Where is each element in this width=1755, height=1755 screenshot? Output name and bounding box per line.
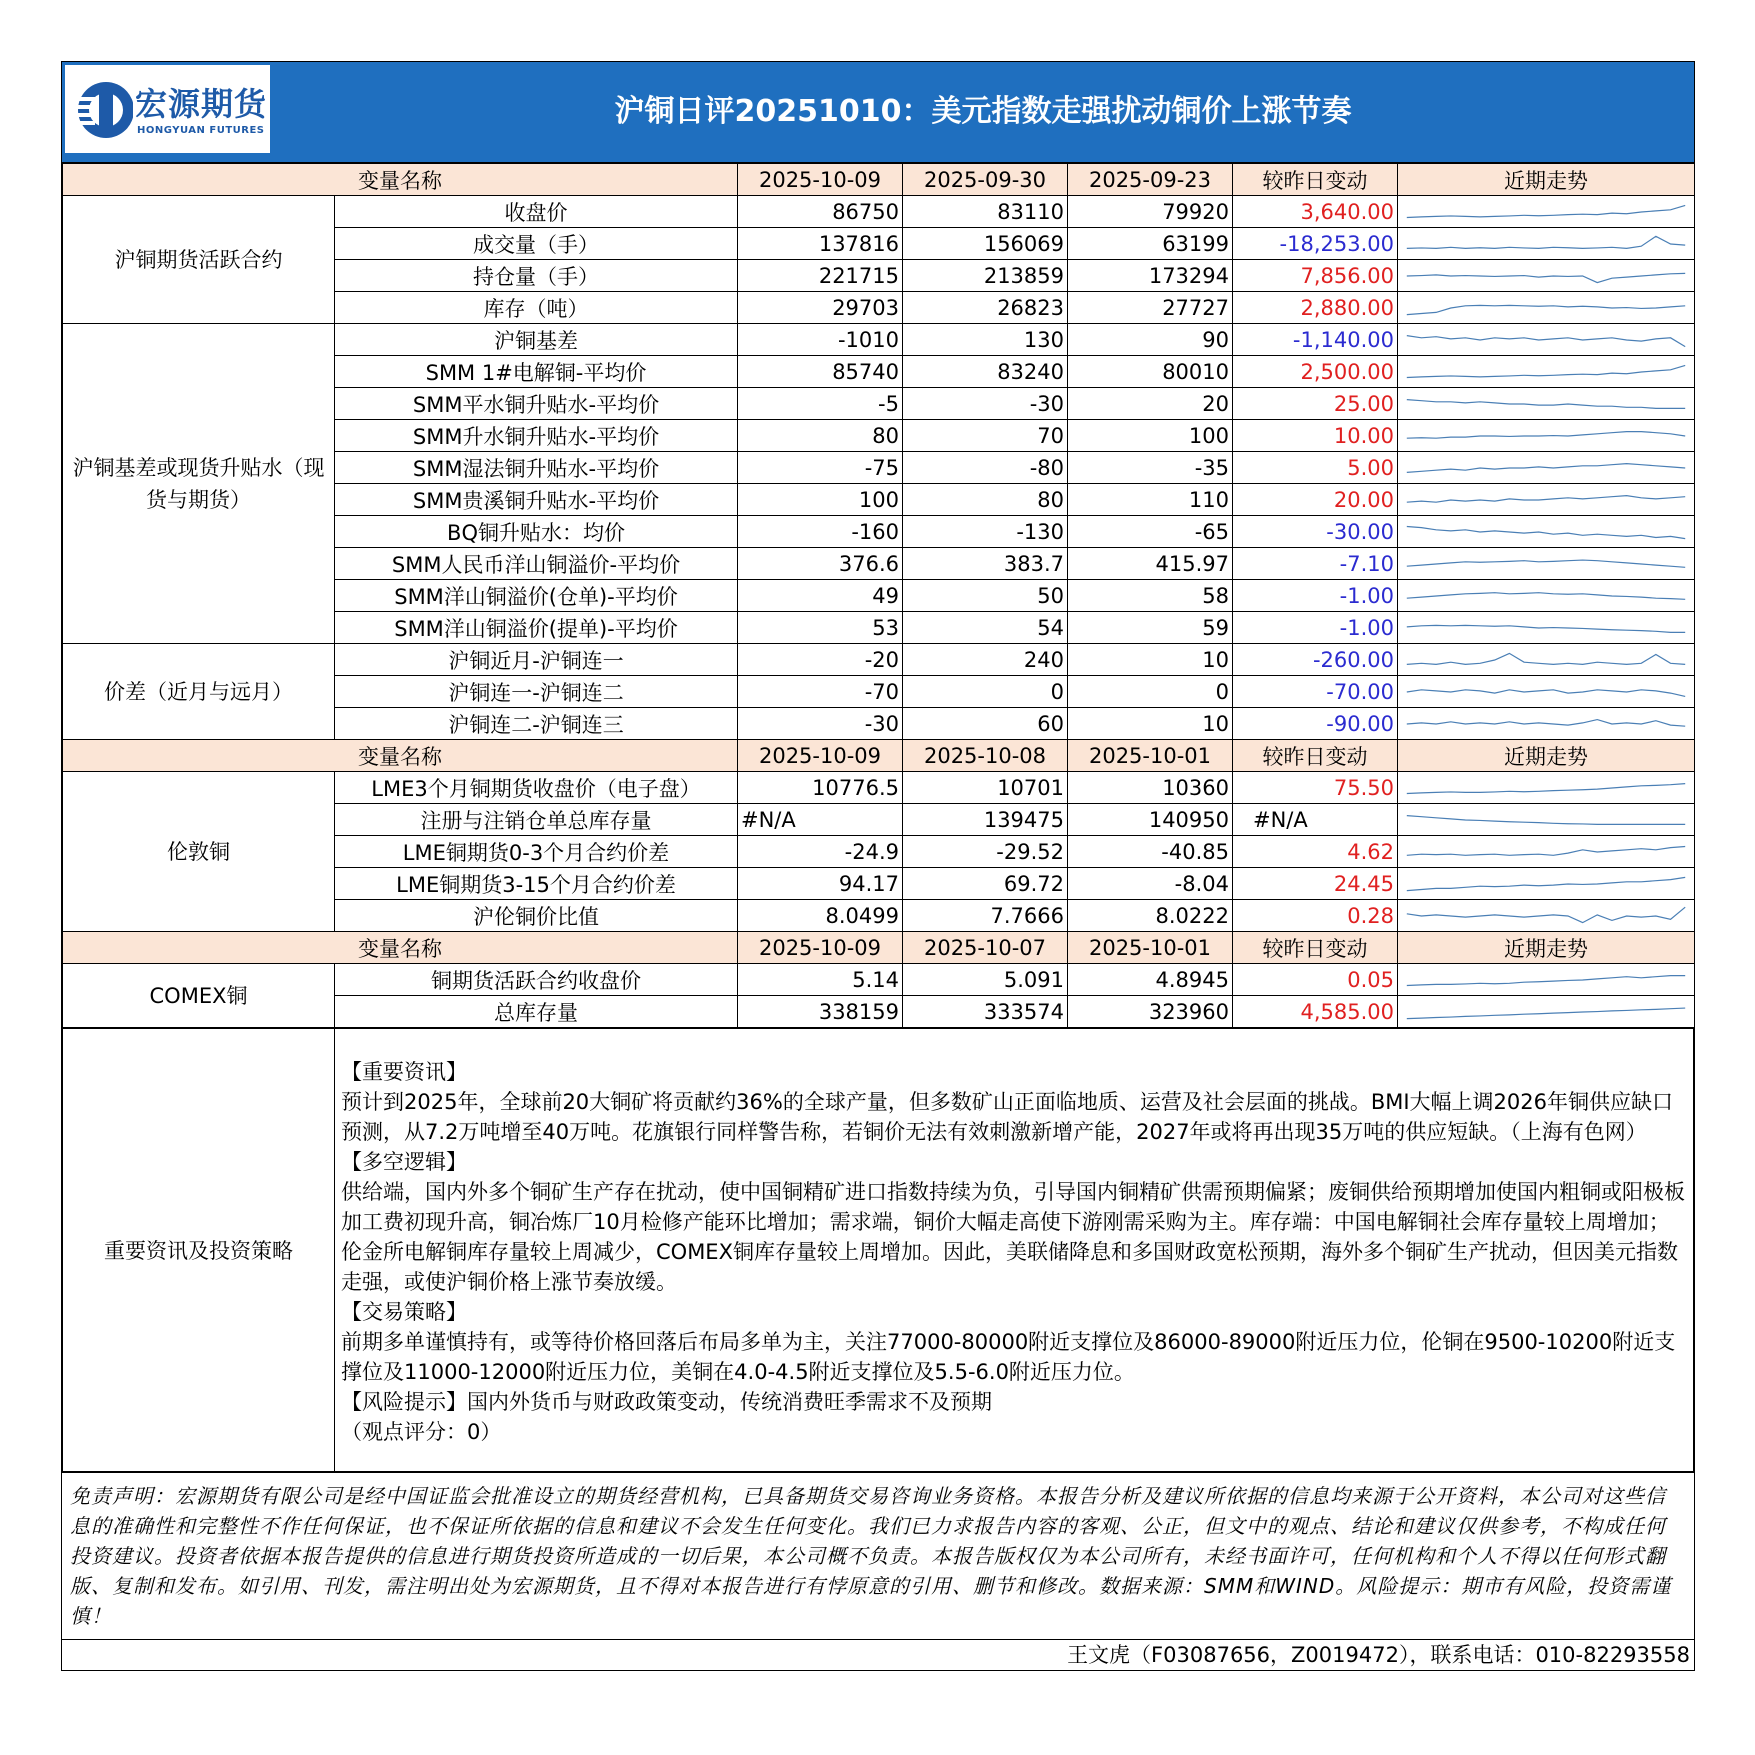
sparkline-chart [1401, 839, 1691, 865]
value-date1: 137816 [738, 228, 903, 260]
sparkline-line [1407, 463, 1685, 472]
table-row [63, 196, 1695, 228]
news-paragraph: 【多空逻辑】 [341, 1150, 467, 1174]
value-date1: 338159 [738, 996, 903, 1028]
value-date2: -29.52 [903, 836, 1068, 868]
report-container [61, 61, 1695, 1671]
report-title: 沪铜日评20251010：美元指数走强扰动铜价上涨节奏 [614, 94, 1352, 129]
value-date2: 80 [903, 484, 1068, 516]
trend-sparkline [1398, 292, 1695, 324]
table-row [63, 772, 1695, 804]
trend-sparkline [1398, 676, 1695, 708]
trend-sparkline [1398, 452, 1695, 484]
value-date1: -5 [738, 388, 903, 420]
value-date2: 333574 [903, 996, 1068, 1028]
variable-name: LME铜期货3-15个月合约价差 [335, 868, 738, 900]
variable-name: LME铜期货0-3个月合约价差 [335, 836, 738, 868]
header-d2: 2025-09-30 [903, 164, 1068, 196]
variable-name: SMM平水铜升贴水-平均价 [335, 388, 738, 420]
sparkline-line [1407, 653, 1685, 664]
sparkline-chart [1401, 871, 1691, 897]
trend-sparkline [1398, 484, 1695, 516]
news-paragraph: 预计到2025年，全球前20大铜矿将贡献约36%的全球产量，但多数矿山正面临地质、运营及社会层面的挑战。BMI大幅上调2026年铜供应缺口预测，从7.2万吨增至40万吨。花旗银行同样警告称，若铜价无法有效刺激新增产能，2027年或将再出现35万吨的供应短缺。（上海有色网） [341, 1090, 1673, 1144]
value-date3: -65 [1068, 516, 1233, 548]
sparkline-line [1407, 205, 1685, 217]
value-date2: 7.7666 [903, 900, 1068, 932]
value-date3: 140950 [1068, 804, 1233, 836]
value-date1: 49 [738, 580, 903, 612]
sparkline-chart [1401, 231, 1691, 257]
sparkline-chart [1401, 359, 1691, 385]
trend-sparkline [1398, 420, 1695, 452]
group-label: COMEX铜 [63, 964, 335, 1028]
report-header [62, 62, 1694, 163]
sparkline-chart [1401, 615, 1691, 641]
value-date2: 0 [903, 676, 1068, 708]
sparkline-chart [1401, 487, 1691, 513]
value-date1: 86750 [738, 196, 903, 228]
sparkline-chart [1401, 391, 1691, 417]
change-value: -30.00 [1233, 516, 1398, 548]
change-value: 0.05 [1233, 964, 1398, 996]
header-d3: 2025-10-01 [1068, 740, 1233, 772]
sparkline-chart [1401, 999, 1691, 1025]
header-label: 变量名称 [63, 932, 738, 964]
change-value: 7,856.00 [1233, 260, 1398, 292]
header-d2: 2025-10-07 [903, 932, 1068, 964]
value-date3: 58 [1068, 580, 1233, 612]
sparkline-chart [1401, 679, 1691, 705]
change-value: -1.00 [1233, 612, 1398, 644]
author-contact: 王文虎（F03087656，Z0019472），联系电话：010-82293558 [62, 1639, 1694, 1670]
variable-name: SMM湿法铜升贴水-平均价 [335, 452, 738, 484]
variable-name: 沪伦铜价比值 [335, 900, 738, 932]
news-content [335, 1029, 1694, 1472]
group-label: 沪铜期货活跃合约 [63, 196, 335, 324]
sparkline-chart [1401, 455, 1691, 481]
sparkline-line [1407, 877, 1685, 890]
change-value: -260.00 [1233, 644, 1398, 676]
value-date2: -80 [903, 452, 1068, 484]
value-date1: 8.0499 [738, 900, 903, 932]
value-date1: -70 [738, 676, 903, 708]
trend-sparkline [1398, 964, 1695, 996]
variable-name: SMM贵溪铜升贴水-平均价 [335, 484, 738, 516]
value-date3: 100 [1068, 420, 1233, 452]
sparkline-line [1407, 273, 1685, 282]
trend-sparkline [1398, 548, 1695, 580]
variable-name: 沪铜基差 [335, 324, 738, 356]
sparkline-line [1407, 236, 1685, 248]
variable-name: 沪铜连一-沪铜连二 [335, 676, 738, 708]
change-value: -70.00 [1233, 676, 1398, 708]
trend-sparkline [1398, 612, 1695, 644]
value-date2: 83110 [903, 196, 1068, 228]
value-date2: 5.091 [903, 964, 1068, 996]
value-date3: 10360 [1068, 772, 1233, 804]
variable-name: 沪铜连二-沪铜连三 [335, 708, 738, 740]
sparkline-line [1407, 365, 1685, 377]
sparkline-chart [1401, 711, 1691, 737]
value-date1: 53 [738, 612, 903, 644]
header-label: 变量名称 [63, 164, 738, 196]
value-date3: 63199 [1068, 228, 1233, 260]
value-date3: 90 [1068, 324, 1233, 356]
value-date2: -130 [903, 516, 1068, 548]
value-date1: 376.6 [738, 548, 903, 580]
trend-sparkline [1398, 260, 1695, 292]
hongyuan-logo-icon [73, 75, 133, 145]
sparkline-line [1407, 335, 1685, 346]
change-value: 75.50 [1233, 772, 1398, 804]
variable-name: LME3个月铜期货收盘价（电子盘） [335, 772, 738, 804]
trend-sparkline [1398, 996, 1695, 1028]
value-date1: 221715 [738, 260, 903, 292]
table-row [63, 964, 1695, 996]
change-value: 20.00 [1233, 484, 1398, 516]
group-label: 价差（近月与远月） [63, 644, 335, 740]
value-date3: 10 [1068, 644, 1233, 676]
change-value: 4.62 [1233, 836, 1398, 868]
value-date1: -24.9 [738, 836, 903, 868]
trend-sparkline [1398, 708, 1695, 740]
value-date3: 173294 [1068, 260, 1233, 292]
sparkline-line [1407, 592, 1685, 599]
value-date3: 8.0222 [1068, 900, 1233, 932]
section-header [63, 740, 1695, 772]
value-date1: 80 [738, 420, 903, 452]
header-change: 较昨日变动 [1233, 164, 1398, 196]
sparkline-line [1407, 846, 1685, 855]
news-paragraph: 供给端，国内外多个铜矿生产存在扰动，使中国铜精矿进口指数持续为负，引导国内铜精矿供需预期偏紧；废铜供给预期增加使国内粗铜或阳极板加工费初现升高，铜冶炼厂10月检修产能环比增加；需求端，铜价大幅走高使下游刚需采购为主。库存端：中国电解铜社会库存量较上周增加；伦金所电解铜库存量较上周减少，COMEX铜库存量较上周增加。因此，美联储降息和多国财政宽松预期，海外多个铜矿生产扰动，但因美元指数走强，或使沪铜价格上涨节奏放缓。 [341, 1180, 1685, 1294]
trend-sparkline [1398, 324, 1695, 356]
variable-name: SMM人民币洋山铜溢价-平均价 [335, 548, 738, 580]
value-date3: 415.97 [1068, 548, 1233, 580]
change-value: 24.45 [1233, 868, 1398, 900]
value-date2: -30 [903, 388, 1068, 420]
sparkline-line [1407, 560, 1685, 567]
header-d1: 2025-10-09 [738, 932, 903, 964]
variable-name: 库存（吨） [335, 292, 738, 324]
value-date2: 54 [903, 612, 1068, 644]
sparkline-line [1407, 625, 1685, 632]
header-d1: 2025-10-09 [738, 740, 903, 772]
news-paragraph: 前期多单谨慎持有，或等待价格回落后布局多单为主，关注77000-80000附近支撑位及86000-89000附近压力位，伦铜在9500-10200附近支撑位及11000-12000附近压力位，美铜在4.0-4.5附近支撑位及5.5-6.0附近压力位。 [341, 1330, 1676, 1384]
sparkline-line [1407, 907, 1685, 922]
header-trend: 近期走势 [1398, 164, 1695, 196]
header-trend: 近期走势 [1398, 740, 1695, 772]
change-value: #N/A [1233, 804, 1398, 836]
disclaimer: 免责声明：宏源期货有限公司是经中国证监会批准设立的期货经营机构，已具备期货交易咨询业务资格。本报告分析及建议所依据的信息均来源于公开资料，本公司对这些信息的准确性和完整性不作任何保证，也不保证所依据的信息和建议不会发生任何变化。我们已力求报告内容的客观、公正，但文中的观点、结论和建议仅供参考，不构成任何投资建议。投资者依据本报告提供的信息进行期货投资所造成的一切后果，本公司概不负责。本报告版权仅为本公司所有，未经书面许可，任何机构和个人不得以任何形式翻版、复制和发布。如引用、刊发，需注明出处为宏源期货，且不得对本报告进行有悖原意的引用、删节和修改。数据来源：SMM和WIND。风险提示：期市有风险，投资需谨慎！ [62, 1472, 1694, 1639]
sparkline-chart [1401, 807, 1691, 833]
variable-name: BQ铜升贴水：均价 [335, 516, 738, 548]
trend-sparkline [1398, 580, 1695, 612]
sparkline-line [1407, 399, 1685, 408]
value-date3: 59 [1068, 612, 1233, 644]
value-date3: 0 [1068, 676, 1233, 708]
variable-name: SMM洋山铜溢价(提单)-平均价 [335, 612, 738, 644]
sparkline-chart [1401, 583, 1691, 609]
sparkline-line [1407, 689, 1685, 696]
header-d3: 2025-09-23 [1068, 164, 1233, 196]
value-date2: 156069 [903, 228, 1068, 260]
variable-name: 成交量（手） [335, 228, 738, 260]
value-date3: -8.04 [1068, 868, 1233, 900]
table-row [63, 644, 1695, 676]
section-header [63, 164, 1695, 196]
sparkline-line [1407, 526, 1685, 538]
news-paragraph: 【重要资讯】 [341, 1060, 467, 1084]
variable-name: 总库存量 [335, 996, 738, 1028]
trend-sparkline [1398, 836, 1695, 868]
table-row [63, 324, 1695, 356]
trend-sparkline [1398, 804, 1695, 836]
value-date3: 79920 [1068, 196, 1233, 228]
logo-chinese-name: 宏源期货 [135, 85, 268, 123]
header-d1: 2025-10-09 [738, 164, 903, 196]
value-date2: 70 [903, 420, 1068, 452]
change-value: 25.00 [1233, 388, 1398, 420]
variable-name: 持仓量（手） [335, 260, 738, 292]
trend-sparkline [1398, 900, 1695, 932]
value-date1: 29703 [738, 292, 903, 324]
value-date2: 383.7 [903, 548, 1068, 580]
change-value: 5.00 [1233, 452, 1398, 484]
variable-name: 铜期货活跃合约收盘价 [335, 964, 738, 996]
variable-name: 注册与注销仓单总库存量 [335, 804, 738, 836]
sparkline-chart [1401, 295, 1691, 321]
company-logo [65, 65, 270, 153]
trend-sparkline [1398, 868, 1695, 900]
value-date3: -35 [1068, 452, 1233, 484]
group-label: 伦敦铜 [63, 772, 335, 932]
value-date2: 10701 [903, 772, 1068, 804]
value-date2: 83240 [903, 356, 1068, 388]
variable-name: 沪铜近月-沪铜连一 [335, 644, 738, 676]
trend-sparkline [1398, 228, 1695, 260]
value-date1: 94.17 [738, 868, 903, 900]
value-date1: -30 [738, 708, 903, 740]
news-group-label: 重要资讯及投资策略 [63, 1029, 335, 1472]
sparkline-chart [1401, 199, 1691, 225]
section-header [63, 932, 1695, 964]
change-value: 0.28 [1233, 900, 1398, 932]
header-trend: 近期走势 [1398, 932, 1695, 964]
value-date3: 20 [1068, 388, 1233, 420]
sparkline-line [1407, 495, 1685, 502]
sparkline-line [1407, 1008, 1685, 1019]
change-value: -1,140.00 [1233, 324, 1398, 356]
sparkline-line [1407, 431, 1685, 438]
header-label: 变量名称 [63, 740, 738, 772]
value-date3: 80010 [1068, 356, 1233, 388]
trend-sparkline [1398, 516, 1695, 548]
change-value: 2,880.00 [1233, 292, 1398, 324]
value-date2: 139475 [903, 804, 1068, 836]
logo-english-name: HONGYUAN FUTURES [137, 125, 265, 136]
sparkline-line [1407, 305, 1685, 314]
value-date1: 100 [738, 484, 903, 516]
value-date1: -75 [738, 452, 903, 484]
change-value: 2,500.00 [1233, 356, 1398, 388]
sparkline-line [1407, 815, 1685, 824]
header-change: 较昨日变动 [1233, 932, 1398, 964]
value-date1: #N/A [738, 804, 903, 836]
change-value: 10.00 [1233, 420, 1398, 452]
value-date2: 60 [903, 708, 1068, 740]
header-change: 较昨日变动 [1233, 740, 1398, 772]
variable-name: SMM洋山铜溢价(仓单)-平均价 [335, 580, 738, 612]
change-value: -18,253.00 [1233, 228, 1398, 260]
value-date1: 10776.5 [738, 772, 903, 804]
value-date1: -20 [738, 644, 903, 676]
change-value: 4,585.00 [1233, 996, 1398, 1028]
sparkline-chart [1401, 423, 1691, 449]
news-paragraph: 【交易策略】 [341, 1300, 467, 1324]
value-date3: -40.85 [1068, 836, 1233, 868]
header-d3: 2025-10-01 [1068, 932, 1233, 964]
trend-sparkline [1398, 644, 1695, 676]
news-table [62, 1028, 1694, 1472]
trend-sparkline [1398, 196, 1695, 228]
change-value: -90.00 [1233, 708, 1398, 740]
change-value: -1.00 [1233, 580, 1398, 612]
sparkline-chart [1401, 647, 1691, 673]
sparkline-chart [1401, 775, 1691, 801]
data-table [62, 163, 1695, 1028]
trend-sparkline [1398, 388, 1695, 420]
value-date2: 130 [903, 324, 1068, 356]
value-date1: -1010 [738, 324, 903, 356]
value-date3: 10 [1068, 708, 1233, 740]
sparkline-chart [1401, 967, 1691, 993]
value-date3: 323960 [1068, 996, 1233, 1028]
change-value: -7.10 [1233, 548, 1398, 580]
sparkline-chart [1401, 903, 1691, 929]
sparkline-line [1407, 719, 1685, 726]
group-label: 沪铜基差或现货升贴水（现货与期货） [63, 324, 335, 644]
sparkline-chart [1401, 263, 1691, 289]
value-date1: 5.14 [738, 964, 903, 996]
value-date2: 69.72 [903, 868, 1068, 900]
value-date3: 27727 [1068, 292, 1233, 324]
value-date2: 26823 [903, 292, 1068, 324]
sparkline-line [1407, 975, 1685, 985]
sparkline-line [1407, 783, 1685, 793]
news-paragraph: （观点评分：0） [341, 1420, 502, 1444]
value-date2: 213859 [903, 260, 1068, 292]
news-paragraph: 【风险提示】国内外货币与财政政策变动，传统消费旺季需求不及预期 [341, 1390, 992, 1414]
variable-name: 收盘价 [335, 196, 738, 228]
value-date1: -160 [738, 516, 903, 548]
sparkline-chart [1401, 551, 1691, 577]
value-date1: 85740 [738, 356, 903, 388]
change-value: 3,640.00 [1233, 196, 1398, 228]
sparkline-chart [1401, 519, 1691, 545]
value-date3: 4.8945 [1068, 964, 1233, 996]
sparkline-chart [1401, 327, 1691, 353]
variable-name: SMM升水铜升贴水-平均价 [335, 420, 738, 452]
value-date2: 50 [903, 580, 1068, 612]
trend-sparkline [1398, 772, 1695, 804]
value-date3: 110 [1068, 484, 1233, 516]
trend-sparkline [1398, 356, 1695, 388]
value-date2: 240 [903, 644, 1068, 676]
header-d2: 2025-10-08 [903, 740, 1068, 772]
variable-name: SMM 1#电解铜-平均价 [335, 356, 738, 388]
